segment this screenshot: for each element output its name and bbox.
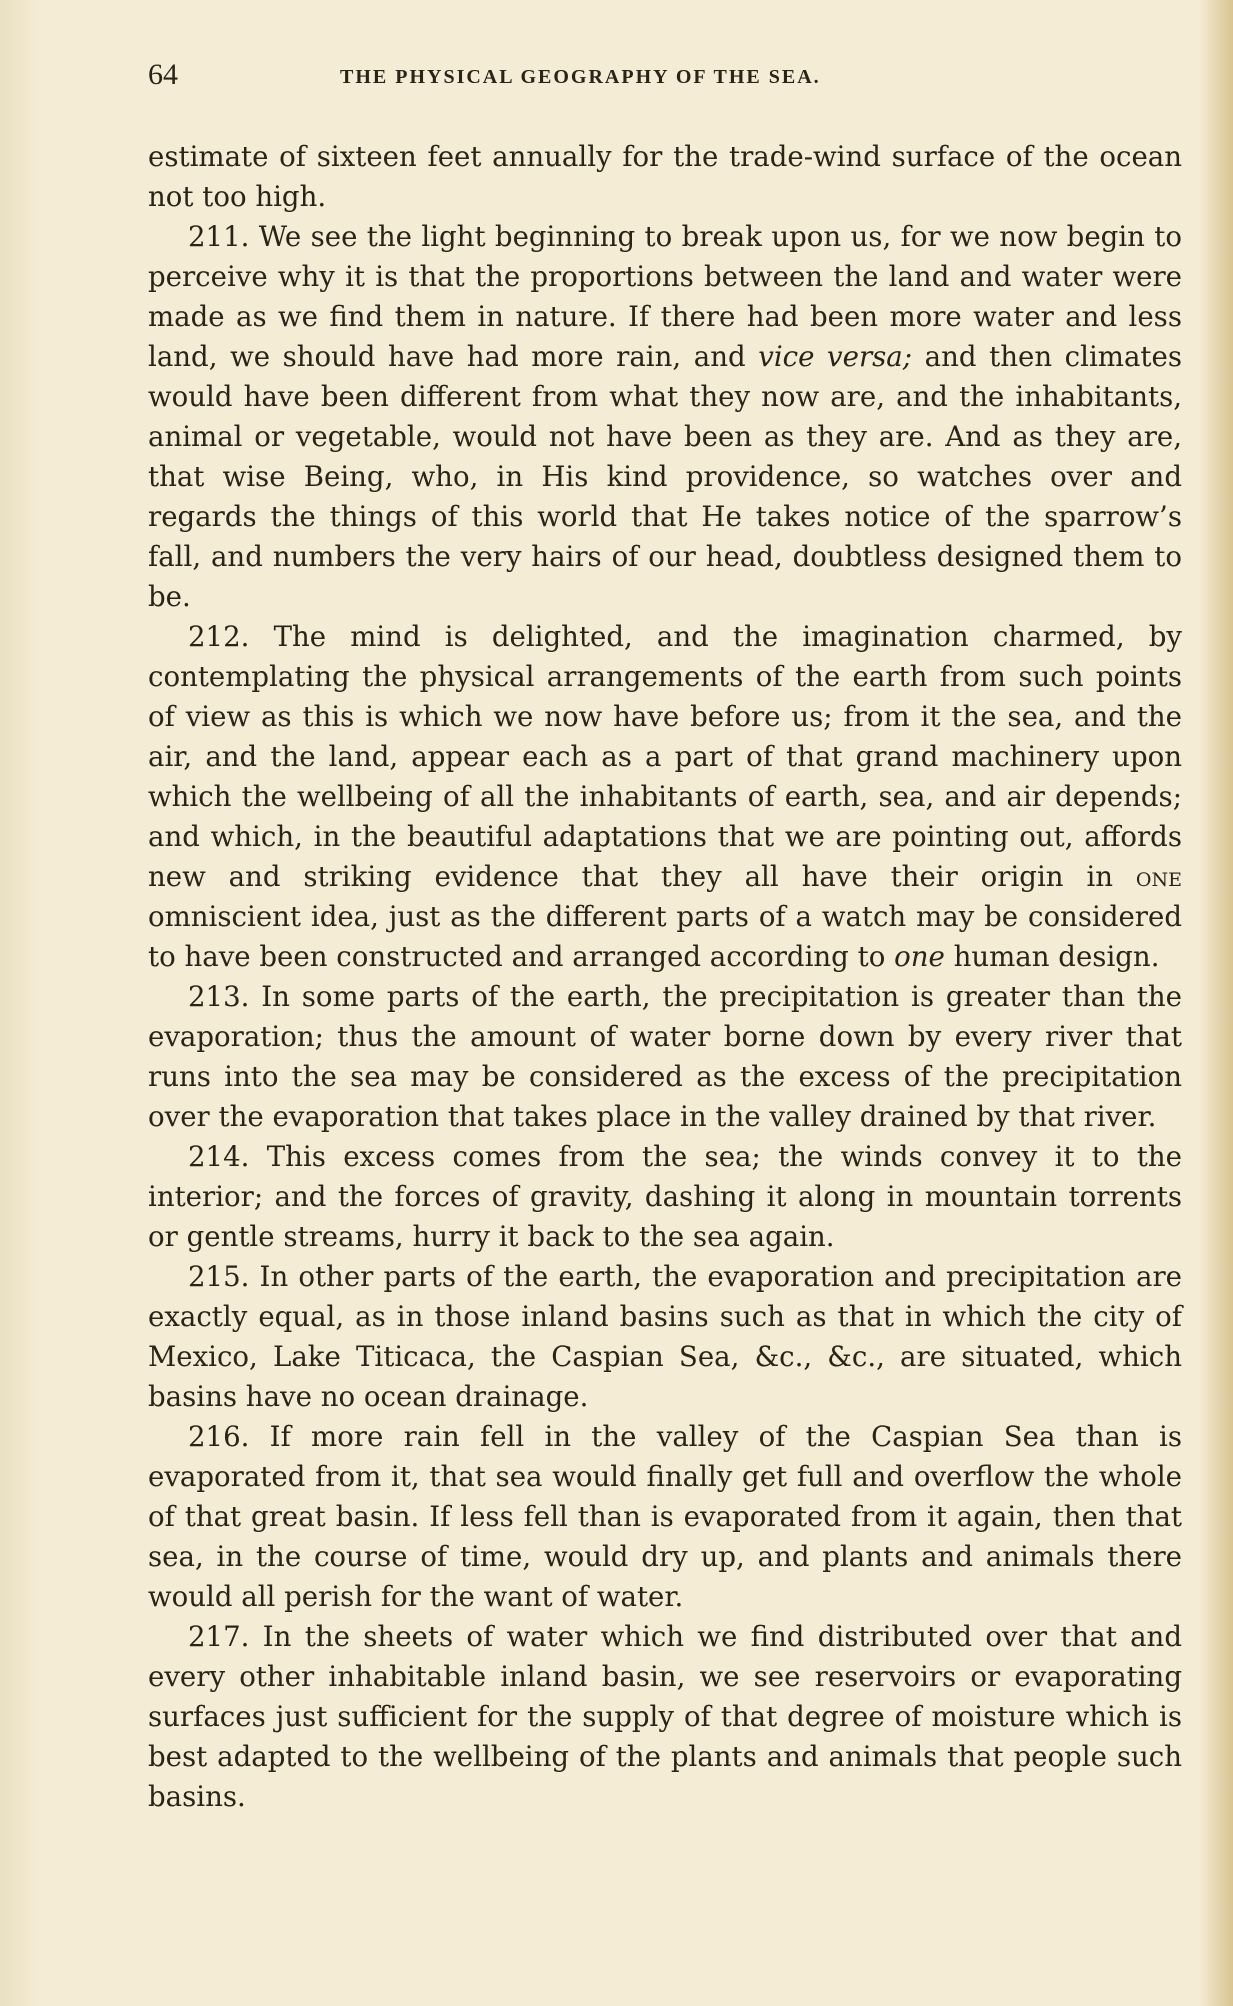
body-text <box>148 137 1182 1817</box>
paragraph-211-text: 211. We see the light beginning to break upon us, for we now begin to perceive why it is that the proportions between the land and water were made as we find them in nature. If there had been more water and less land, we should have had more rain, and <box>148 220 1182 373</box>
paragraph-215: 215. In other parts of the earth, the evaporation and precipitation are exactly equal, as in those inland basins such as that in which the city of Mexico, Lake Titicaca, the Caspian Sea, &c., &c., are situated, which basins have no ocean drainage. <box>148 1260 1182 1413</box>
paragraph-211-text-end: and then climates would have been different from what they now are, and the inhabitants, animal or vegetable, would not have been as they are. And as they are, that wise Being, who, in His kind providence, so watches over and regards the things of this world that He takes notice of the sparrow’s fall, and numbers the very hairs of our head, doubtless designed them to be. <box>148 340 1182 613</box>
paragraph-continued: estimate of sixteen feet annually for the trade-wind surface of the ocean not too high. <box>148 140 1182 213</box>
paragraph-211-italic: vice versa; <box>758 340 913 373</box>
paragraph-212-italic: one <box>894 940 945 973</box>
paragraph-216: 216. If more rain fell in the valley of the Caspian Sea than is evaporated from it, that sea would finally get full and overflow the whole of that great basin. If less fell than is evaporated from it again, then that sea, in the course of time, would dry up, and plants and animals there would all perish for the want of water. <box>148 1420 1182 1613</box>
paragraph-214: 214. This excess comes from the sea; the winds convey it to the interior; and the forces of gravity, dashing it along in mountain torrents or gentle streams, hurry it back to the sea again. <box>148 1140 1182 1253</box>
page-number: 64 <box>148 58 178 91</box>
page-edge-shadow-right <box>1199 0 1233 2006</box>
paragraph-212 <box>148 617 1182 977</box>
paragraph-217: 217. In the sheets of water which we find distributed over that and every other inhabitable inland basin, we see reservoirs or evaporating surfaces just sufficient for the supply of that degree of moisture which is best adapted to the wellbeing of the plants and animals that people such basins. <box>148 1620 1182 1813</box>
paragraph-212-small-caps: one <box>1135 860 1182 893</box>
page-edge-shadow-left <box>0 0 40 2006</box>
paragraph-212-text: 212. The mind is delighted, and the imagination charmed, by contemplating the physical arrangements of the earth from such points of view as this is which we now have before us; from it the sea, and the air, and the land, appear each as a part of that grand machinery upon which the wellbeing of all the inhabitants of earth, sea, and air depends; and which, in the beautiful adaptations that we are pointing out, affords new and striking evidence that they all have their origin in <box>148 620 1182 893</box>
book-title-header: THE PHYSICAL GEOGRAPHY OF THE SEA. <box>340 66 821 88</box>
paragraph-213: 213. In some parts of the earth, the precipitation is greater than the evaporation; thus the amount of water borne down by every river that runs into the sea may be considered as the excess of the precipitation over the evaporation that takes place in the valley drained by that river. <box>148 980 1182 1133</box>
paragraph-211 <box>148 217 1182 617</box>
running-head <box>148 58 1182 102</box>
paragraph-212-text-mid: omniscient idea, just as the different parts of a watch may be considered to have been constructed and arranged according to <box>148 900 1182 973</box>
paragraph-212-text-end: human design. <box>944 940 1160 973</box>
